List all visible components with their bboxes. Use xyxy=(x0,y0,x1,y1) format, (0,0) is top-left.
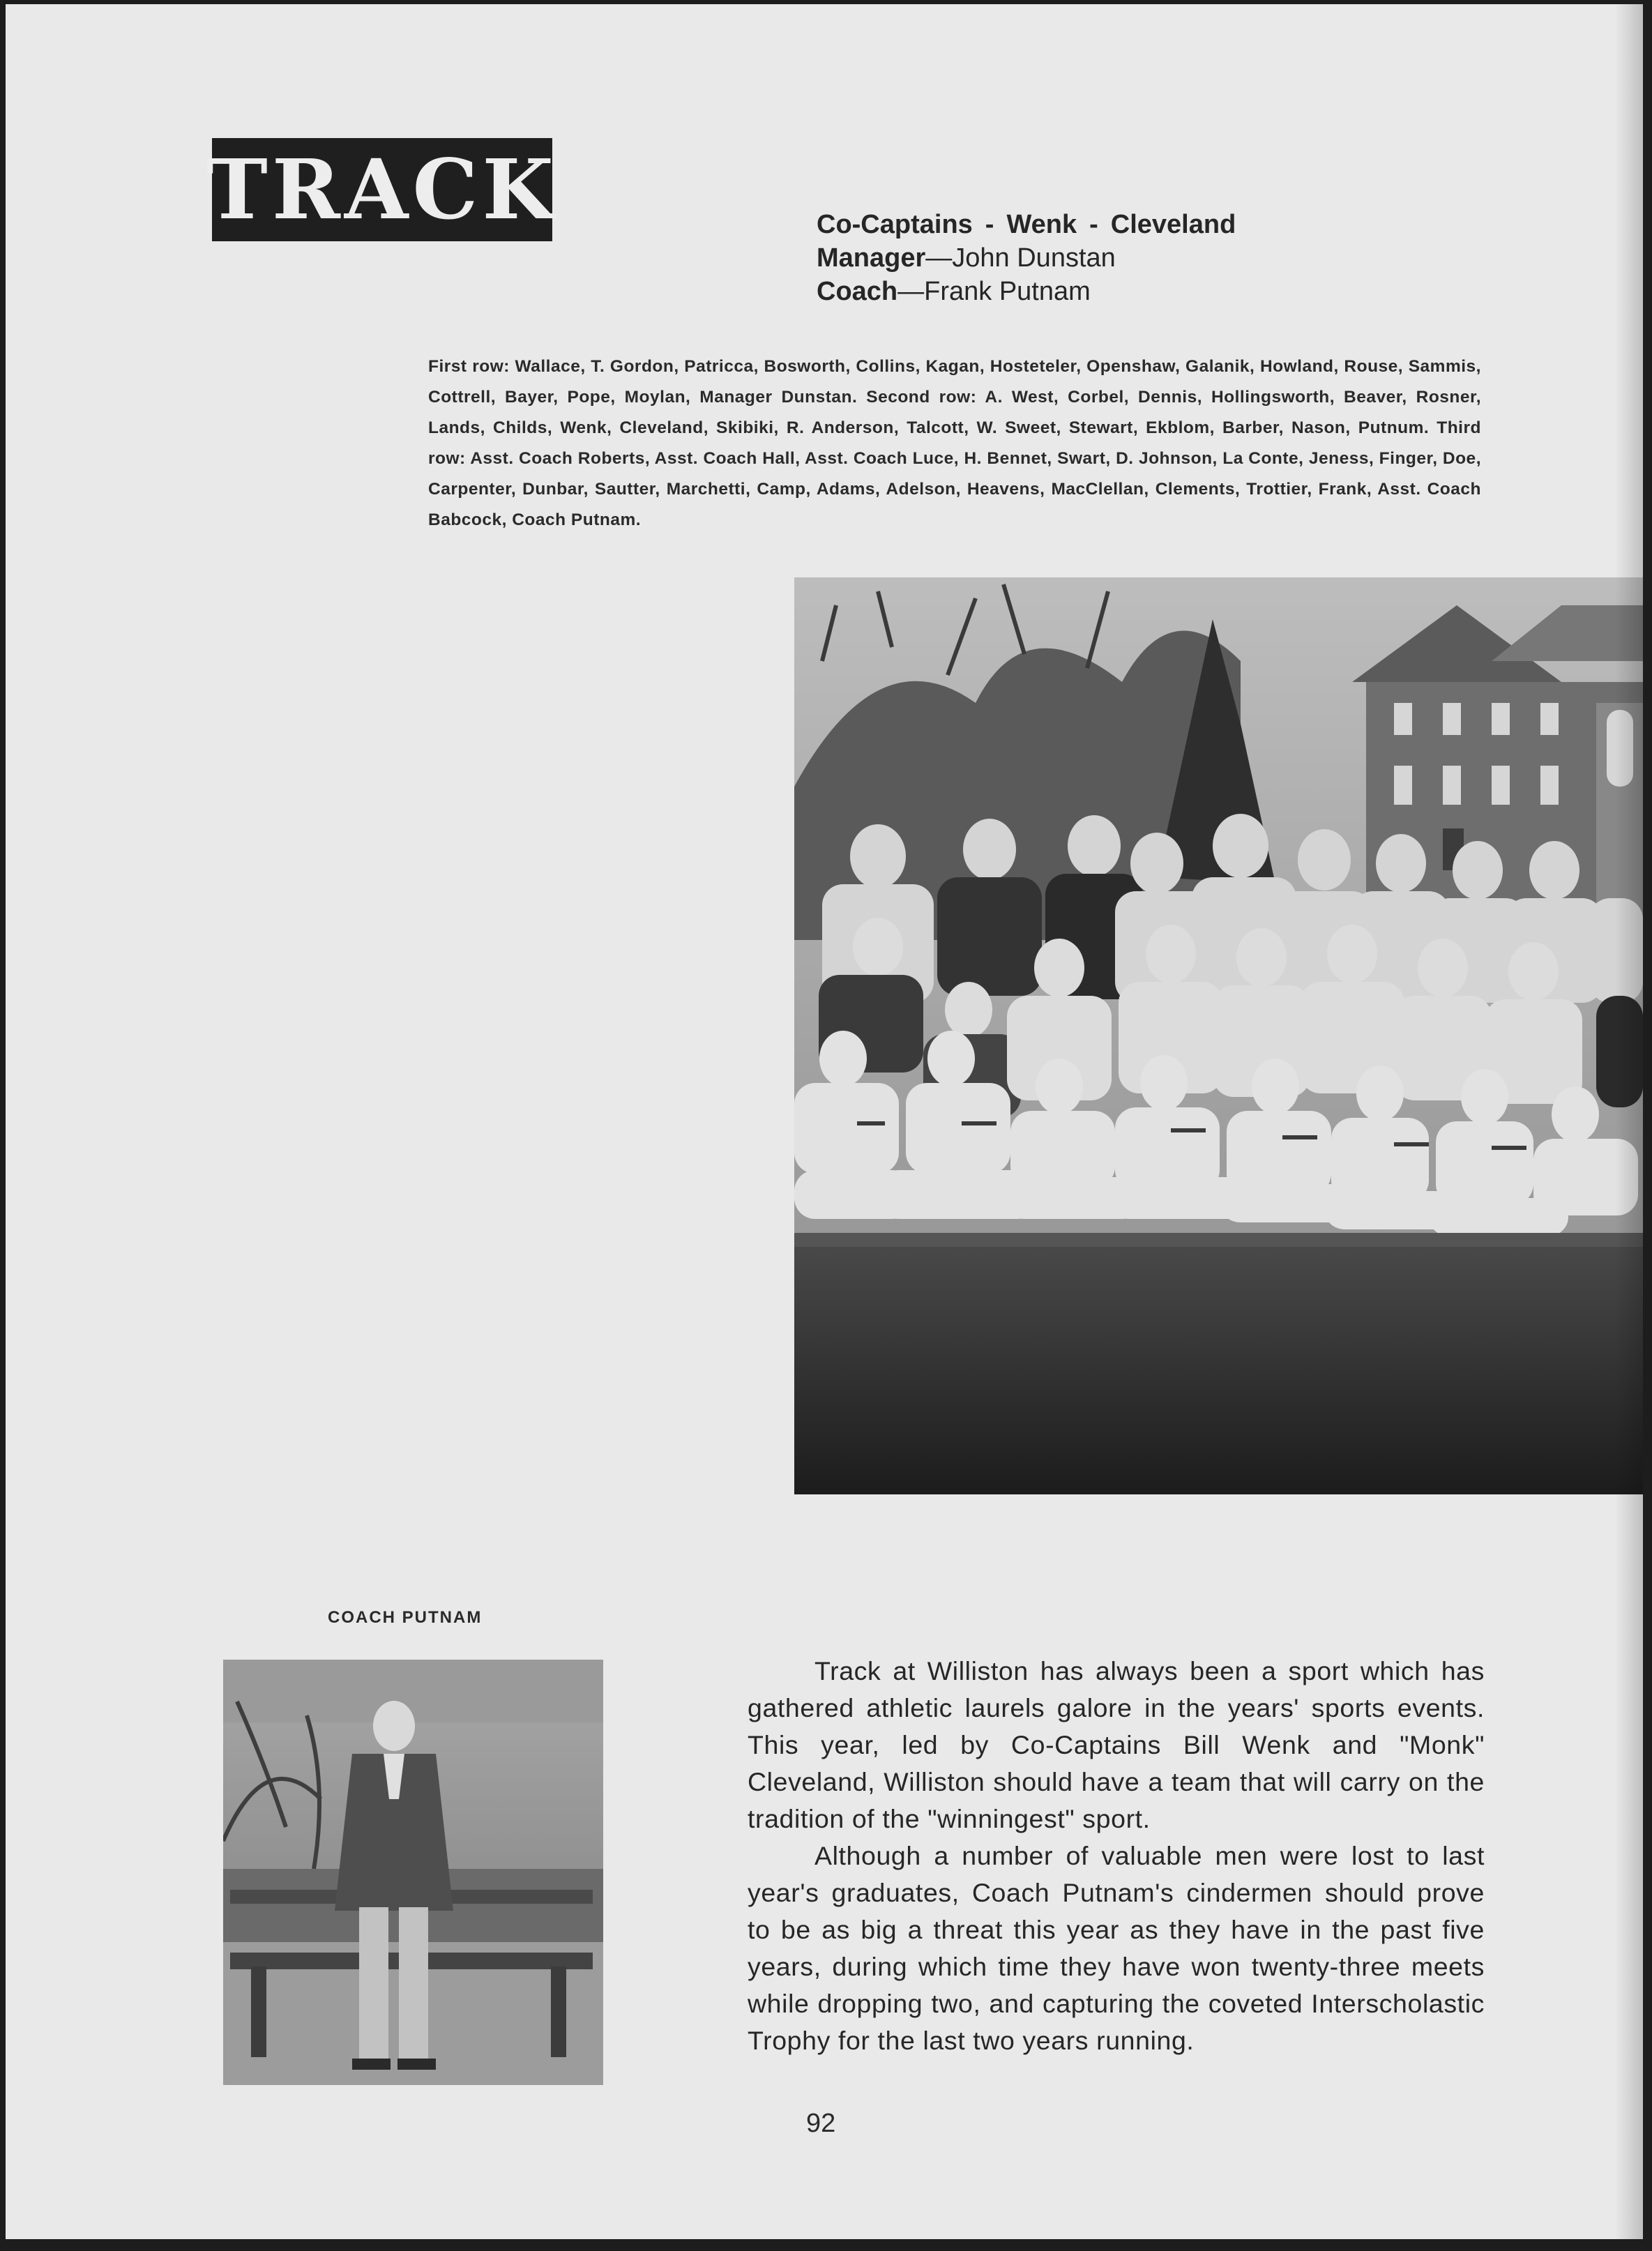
co-captain-2: Cleveland xyxy=(1110,210,1236,239)
roster-caption: First row: Wallace, T. Gordon, Patricca, Bosworth, Collins, Kagan, Hosteteler, Openshaw, Galanik, Howland, Rouse, Sammis, Cottrell, Bayer, Pope, Moylan, Manager Dunstan. Second row: A. West, Corbel, Dennis, Hollingsworth, Beaver, Rosner, Lands, Childs, Wenk, Cleveland, Skibiki, R. Anderson, Talcott, W. Sweet, Stewart, Ekblom, Barber, Nason, Putnum. Third row: Asst. Coach Roberts, Asst. Coach Hall, Asst. Coach Luce, H. Bennet, Swart, D. Johnson, La Conte, Jeness, Finger, Doe, Carpenter, Dunbar, Sautter, Marchetti, Camp, Adams, Adelson, Heavens, MacClellan, Clements, Trottier, Frank, Asst. Coach Babcock, Coach Putnam. xyxy=(428,357,1481,529)
team-photo xyxy=(794,577,1643,1494)
separator: - xyxy=(1089,210,1098,239)
coach-photo-caption: COACH PUTNAM xyxy=(328,1608,483,1627)
co-captain-1: Wenk xyxy=(1006,210,1077,239)
coach-photo xyxy=(223,1660,603,2085)
team-officers xyxy=(817,208,1236,308)
separator: - xyxy=(985,210,994,239)
page-number: 92 xyxy=(806,2109,836,2138)
paragraph-1: Track at Williston has always been a sport which has gathered athletic laurels galore in the years' sports events. This year, led by Co-Captains Bill Wenk and "Monk" Cleveland, Williston should have a team that will carry on the tradition of the "winningest" sport. xyxy=(748,1656,1485,1833)
coach-dash: — xyxy=(897,277,925,306)
coach-label: Coach xyxy=(817,277,898,306)
yearbook-page xyxy=(6,4,1643,2239)
co-captains-line xyxy=(817,208,1236,241)
manager-name: John Dunstan xyxy=(952,243,1116,273)
paragraph-2: Although a number of valuable men were lost to last year's graduates, Coach Putnam's cindermen should prove to be as big a threat this year as they have in the past five years, during which time they have won twenty-three meets while dropping two, and capturing the coveted Interscholastic Trophy for the last two years running. xyxy=(748,1841,1485,2055)
article-body xyxy=(748,1653,1485,2059)
manager-line xyxy=(817,241,1236,275)
coach-name: Frank Putnam xyxy=(924,277,1091,306)
section-title-banner xyxy=(206,138,558,241)
section-title: TRACK xyxy=(206,141,558,238)
coach-line xyxy=(817,275,1236,308)
manager-dash: — xyxy=(925,243,953,273)
co-captains-label: Co-Captains xyxy=(817,210,973,239)
manager-label: Manager xyxy=(817,243,926,273)
